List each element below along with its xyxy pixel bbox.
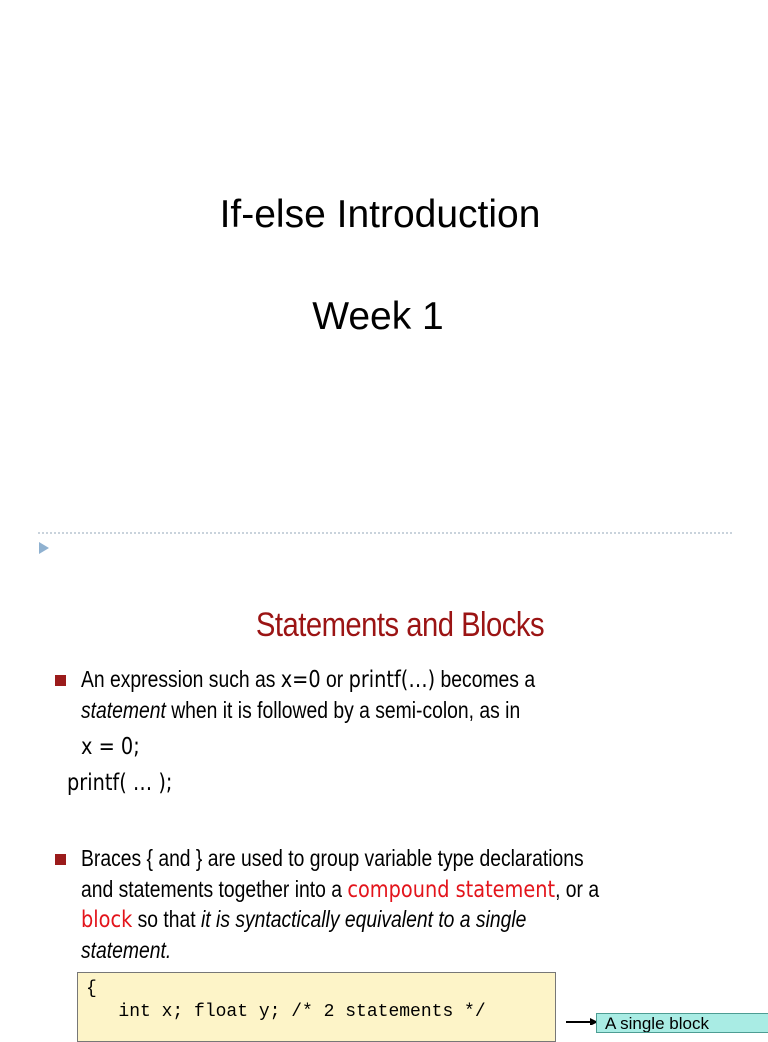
text: , or a [555, 876, 600, 902]
bullet-square-icon [55, 675, 66, 686]
bullet-square-icon [55, 854, 66, 865]
bullet-1-line-1 [81, 666, 535, 693]
slide-subtitle: Week 1 [312, 295, 444, 338]
block-term: block [81, 907, 133, 933]
code-block [77, 972, 556, 1042]
play-triangle-icon [38, 541, 50, 555]
bullet-1-line-2 [81, 697, 520, 724]
code-line-1: { [86, 979, 97, 999]
text: An expression such as [81, 666, 281, 692]
slide-divider [38, 532, 732, 534]
text: or [320, 666, 349, 692]
bullet-2-line-3 [81, 906, 526, 933]
example-code-1: x = 0; [81, 734, 140, 760]
inline-code: printf(…) [348, 667, 436, 693]
section-title: Statements and Blocks [255, 606, 545, 644]
bullet-2-line-2 [81, 876, 599, 903]
slide-title: If-else Introduction [219, 193, 541, 236]
bullet-2-line-4: statement. [81, 937, 172, 963]
compound-statement-term: compound statement [347, 877, 556, 903]
inline-code: x=0 [280, 667, 321, 693]
example-code-2: printf( … ); [67, 770, 173, 796]
text: becomes a [435, 666, 536, 692]
text: so that [132, 906, 202, 932]
italic-term: statement [81, 697, 166, 723]
text: when it is followed by a semi-colon, as in [165, 697, 521, 723]
bullet-2-line-1: Braces { and } are used to group variable type declarations [81, 845, 584, 871]
callout-label: A single block [596, 1013, 768, 1033]
italic-text: it is syntactically equivalent to a single [201, 906, 527, 932]
text: and statements together into a [81, 876, 348, 902]
code-line-2: int x; float y; /* 2 statements */ [86, 1002, 486, 1022]
